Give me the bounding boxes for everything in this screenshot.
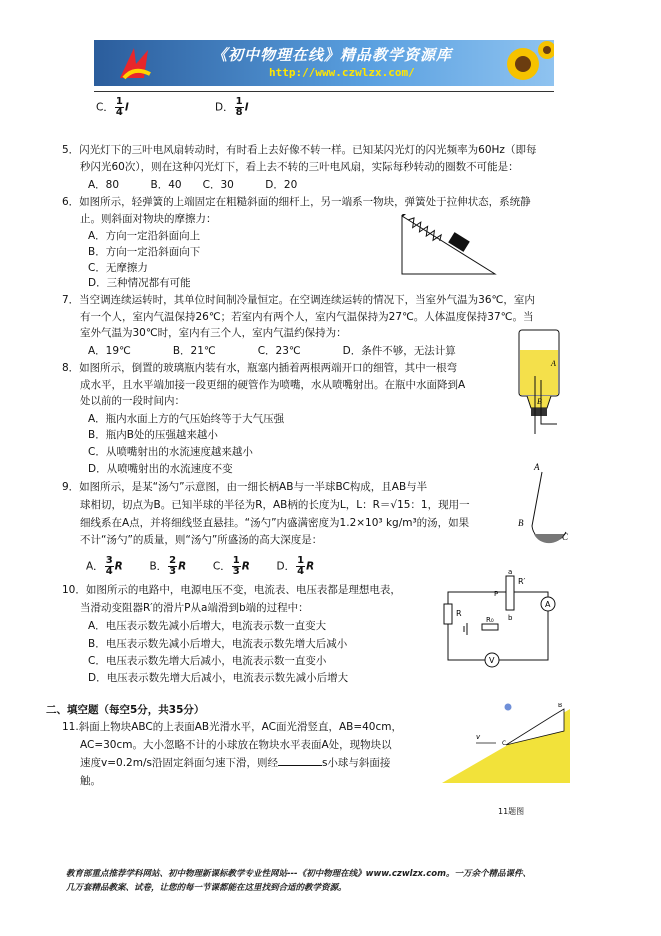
circuit-label-p: P [494,590,499,598]
q8-line: 成水平，且水平端加接一段更细的硬管作为喷嘴，水从喷嘴射出。在瓶中水面降到A [80,379,466,391]
q7-line: 室外气温为30℃时，室内有三个人，室内气温约保持为： [80,327,347,339]
bottle-label-a: A [551,359,556,368]
circuit-figure [440,566,560,670]
block-label-b: B [558,703,563,709]
spoon-label-a: A [534,462,540,472]
incline-spring-figure [400,214,500,278]
q9-line: 细线系在A点，并将细线竖直悬挂。“汤勺”内盛满密度为1.2×10³ kg/m³的汤，如果 [80,517,470,529]
fraction: $\frac{2}{3}$ [169,555,177,577]
section-title: 二、填空题（每空5分，共35分） [46,704,205,716]
q10-line: 10．如图所示的电路中，电源电压不变，电流表、电压表都是理想电表， [62,584,401,596]
q8-line: 8．如图所示，倒置的玻璃瓶内装有水，瓶塞内插着两根两端开口的细管，其中一根弯 [62,362,458,374]
q9-line: 9．如图所示，是某“汤勺”示意图，由一细长柄AB与一半球BC构成，且AB与半 [62,481,428,493]
q6-line: 止。则斜面对物块的摩擦力： [80,213,217,225]
inverted-bottle-figure [513,326,565,438]
answer-blank[interactable] [278,755,322,766]
bottle-label-b: B [537,397,542,406]
footer-line: 教育部重点推荐学科网站、初中物理新课标教学专业性网站---《初中物理在线》www.czwlzx.com。一万余个精品课件、 [66,869,531,879]
q11-line: 11.斜面上物块ABC的上表面AB光滑水平，AC面光滑竖直，AB=40cm， [62,721,402,733]
q4-option-c: C． $\frac{1}{4}$ l [96,96,129,118]
circuit-label-a: a [508,568,513,576]
q6-option-c: C．无摩擦力 [88,262,148,274]
q11-line: AC=30cm。大小忽略不计的小球放在物块水平表面A处，现物块以 [80,739,392,751]
q8-option-d: D．从喷嘴射出的水流速度不变 [88,463,233,475]
q9-line: 不计“汤勺”的质量，则“汤勺”所盛汤的高大深度是： [80,534,323,546]
q10-line: 当滑动变阻器R′的滑片P从a端滑到b端的过程中： [80,602,309,614]
q8-option-a: A．瓶内水面上方的气压始终等于大气压强 [88,413,285,425]
q6-option-b: B．方向一定沿斜面向下 [88,246,201,258]
fraction: $\frac{1}{4}$ [297,555,305,577]
figure-caption: 11题图 [498,807,525,816]
fraction: $\frac{1}{8}$ [235,96,243,118]
q11-line: 触。 [80,775,101,787]
q6-option-d: D．三种情况都有可能 [88,277,191,289]
q5-options: A．80 B．40 C．30 D．20 [88,179,298,191]
fraction: $\frac{1}{3}$ [232,555,240,577]
header-rule [94,91,554,92]
q5-line: 秒闪光60次），则在这种闪光灯下，看上去不转的三叶电风扇，实际每秒转动的圈数不可能是： [80,161,519,173]
q7-line: 有一个人，室内气温保持26℃；若室内有两个人，室内气温保持为27℃。人体温度保持37℃。当 [80,311,534,323]
incline-block-figure [440,703,574,787]
fraction: $\frac{1}{4}$ [115,96,123,118]
banner-url: http://www.czwlzx.com/ [269,66,415,79]
q8-line: 处以前的一段时间内： [80,395,185,407]
q8-option-b: B．瓶内B处的压强越来越小 [88,429,218,441]
q11-line: 速度v=0.2m/s沿固定斜面匀速下滑，则经 s小球与斜面接 [80,757,391,769]
circuit-label-b: b [508,614,513,622]
q6-option-a: A．方向一定沿斜面向上 [88,230,201,242]
q9-options: A． $\frac{3}{4}$ R B． $\frac{2}{3}$ R C． $\frac{1}{3}$ R D． $\frac{1}{4}$ R [86,555,315,577]
q5-line: 5．闪光灯下的三叶电风扇转动时，有时看上去好像不转一样。已知某闪光灯的闪光频率为60Hz（即每 [62,144,537,156]
circuit-label-r0: R₀ [486,616,494,624]
ammeter-label: A [545,600,551,609]
spoon-figure [512,452,582,552]
q10-option-b: B．电压表示数先减小后增大，电流表示数先增大后减小 [88,638,348,650]
voltmeter-label: V [489,656,495,665]
circuit-label-r: R [456,609,462,618]
spoon-label-b: B [518,518,524,528]
q4-option-d: D． $\frac{1}{8}$ l [215,96,249,118]
site-logo [114,44,154,82]
q7-line: 7．当空调连续运转时，其单位时间制冷量恒定。在空调连续运转的情况下，当室外气温为36℃，室内 [62,294,535,306]
fraction: $\frac{3}{4}$ [105,555,113,577]
block-label-c: C [502,740,507,747]
q6-line: 6．如图所示，轻弹簧的上端固定在粗糙斜面的细杆上，另一端系一物块，弹簧处于拉伸状态，系统静 [62,196,531,208]
banner-title: 《初中物理在线》精品教学资源库 [212,46,453,64]
velocity-label: v [476,733,481,741]
q7-options: A．19℃ B．21℃ C．23℃ D．条件不够，无法计算 [88,345,456,357]
q10-option-d: D．电压表示数先增大后减小，电流表示数先减小后增大 [88,672,349,684]
q10-option-a: A．电压表示数先减小后增大，电流表示数一直变大 [88,620,327,632]
sunflower-image [489,40,554,86]
header-banner [94,40,554,86]
q9-line: 球相切，切点为B。已知半球的半径为R，AB柄的长度为L，L：R＝√15：1，现用一 [80,499,470,511]
footer-line: 几万套精品教案、试卷，让您的每一节课都能在这里找到合适的教学资源。 [66,883,347,893]
circuit-label-rprime: R′ [518,577,526,586]
q8-option-c: C．从喷嘴射出的水流速度越来越小 [88,446,253,458]
q10-option-c: C．电压表示数先增大后减小，电流表示数一直变小 [88,655,327,667]
spoon-label-c: C [562,532,569,542]
